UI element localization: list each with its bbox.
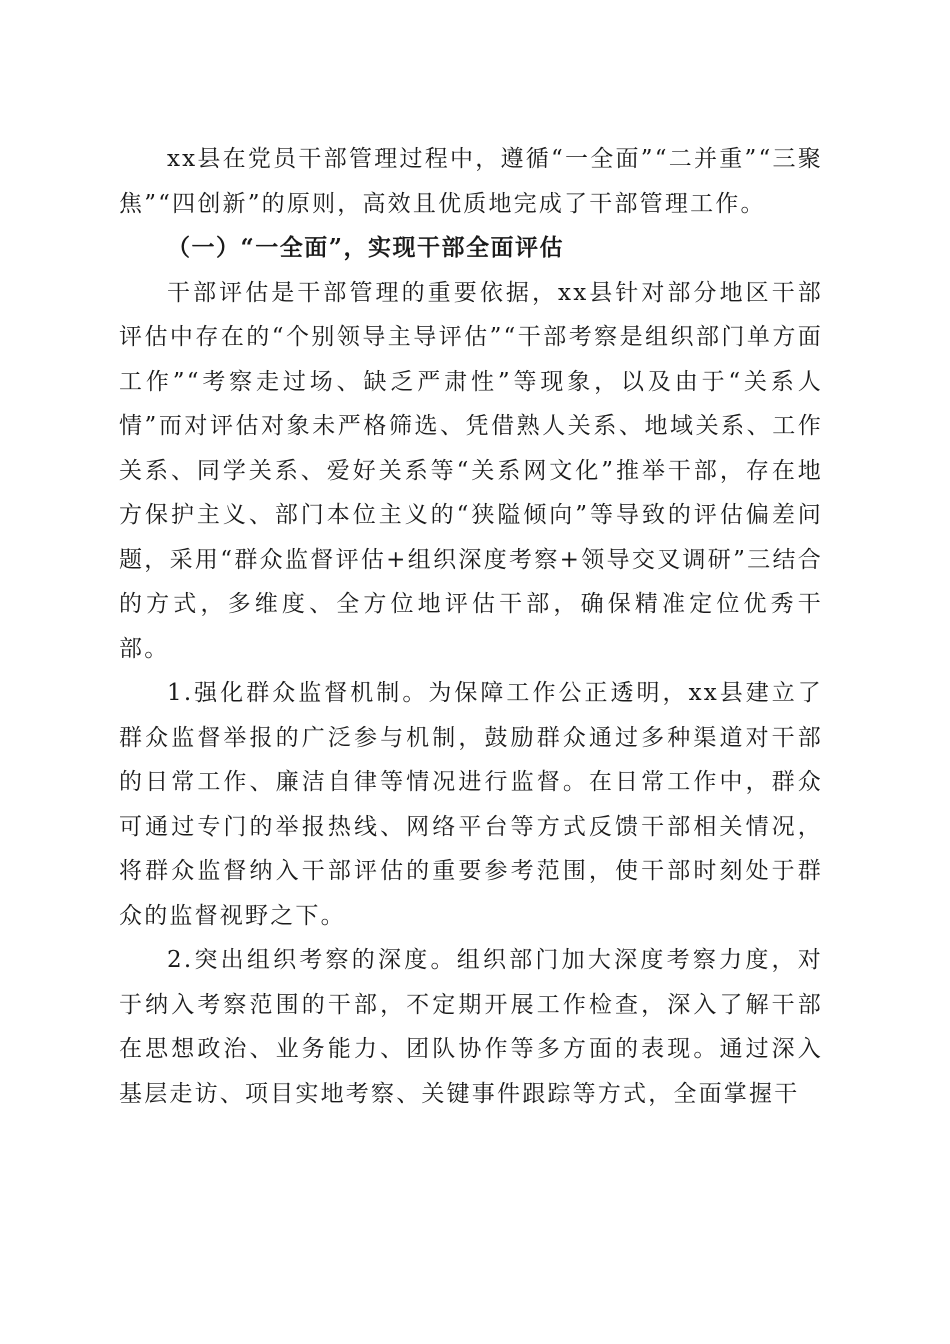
document-body — [119, 137, 823, 1116]
section-heading: （一）“一全面”，实现干部全面评估 — [167, 234, 564, 261]
section-paragraph: 干部评估是干部管理的重要依据，xx县针对部分地区干部评估中存在的“个别领导主导评估”“干部考察是组织部门单方面工作”“考察走过场、缺乏严肃性”等现象，以及由于“关系人情”而对评估对象未严格筛选、凭借熟人关系、地域关系、工作关系、同学关系、爱好关系等“关系网文化”推举干部，存在地方保护主义、部门本位主义的“狭隘倾向”等导致的评估偏差问题，采用“群众监督评估+组织深度考察+领导交叉调研”三结合的方式，多维度、全方位地评估干部，确保精准定位优秀干部。 — [119, 279, 823, 662]
list-item-2: 2.突出组织考察的深度。组织部门加大深度考察力度，对于纳入考察范围的干部，不定期开展工作检查，深入了解干部在思想政治、业务能力、团队协作等多方面的表现。通过深入基层走访、项目实地考察、关键事件跟踪等方式，全面掌握干 — [119, 947, 823, 1107]
list-item-1: 1.强化群众监督机制。为保障工作公正透明，xx县建立了群众监督举报的广泛参与机制，鼓励群众通过多种渠道对干部的日常工作、廉洁自律等情况进行监督。在日常工作中，群众可通过专门的举报热线、网络平台等方式反馈干部相关情况，将群众监督纳入干部评估的重要参考范围，使干部时刻处于群众的监督视野之下。 — [119, 680, 823, 929]
intro-paragraph: xx县在党员干部管理过程中，遵循“一全面”“二并重”“三聚焦”“四创新”的原则，高效且优质地完成了干部管理工作。 — [119, 146, 823, 217]
